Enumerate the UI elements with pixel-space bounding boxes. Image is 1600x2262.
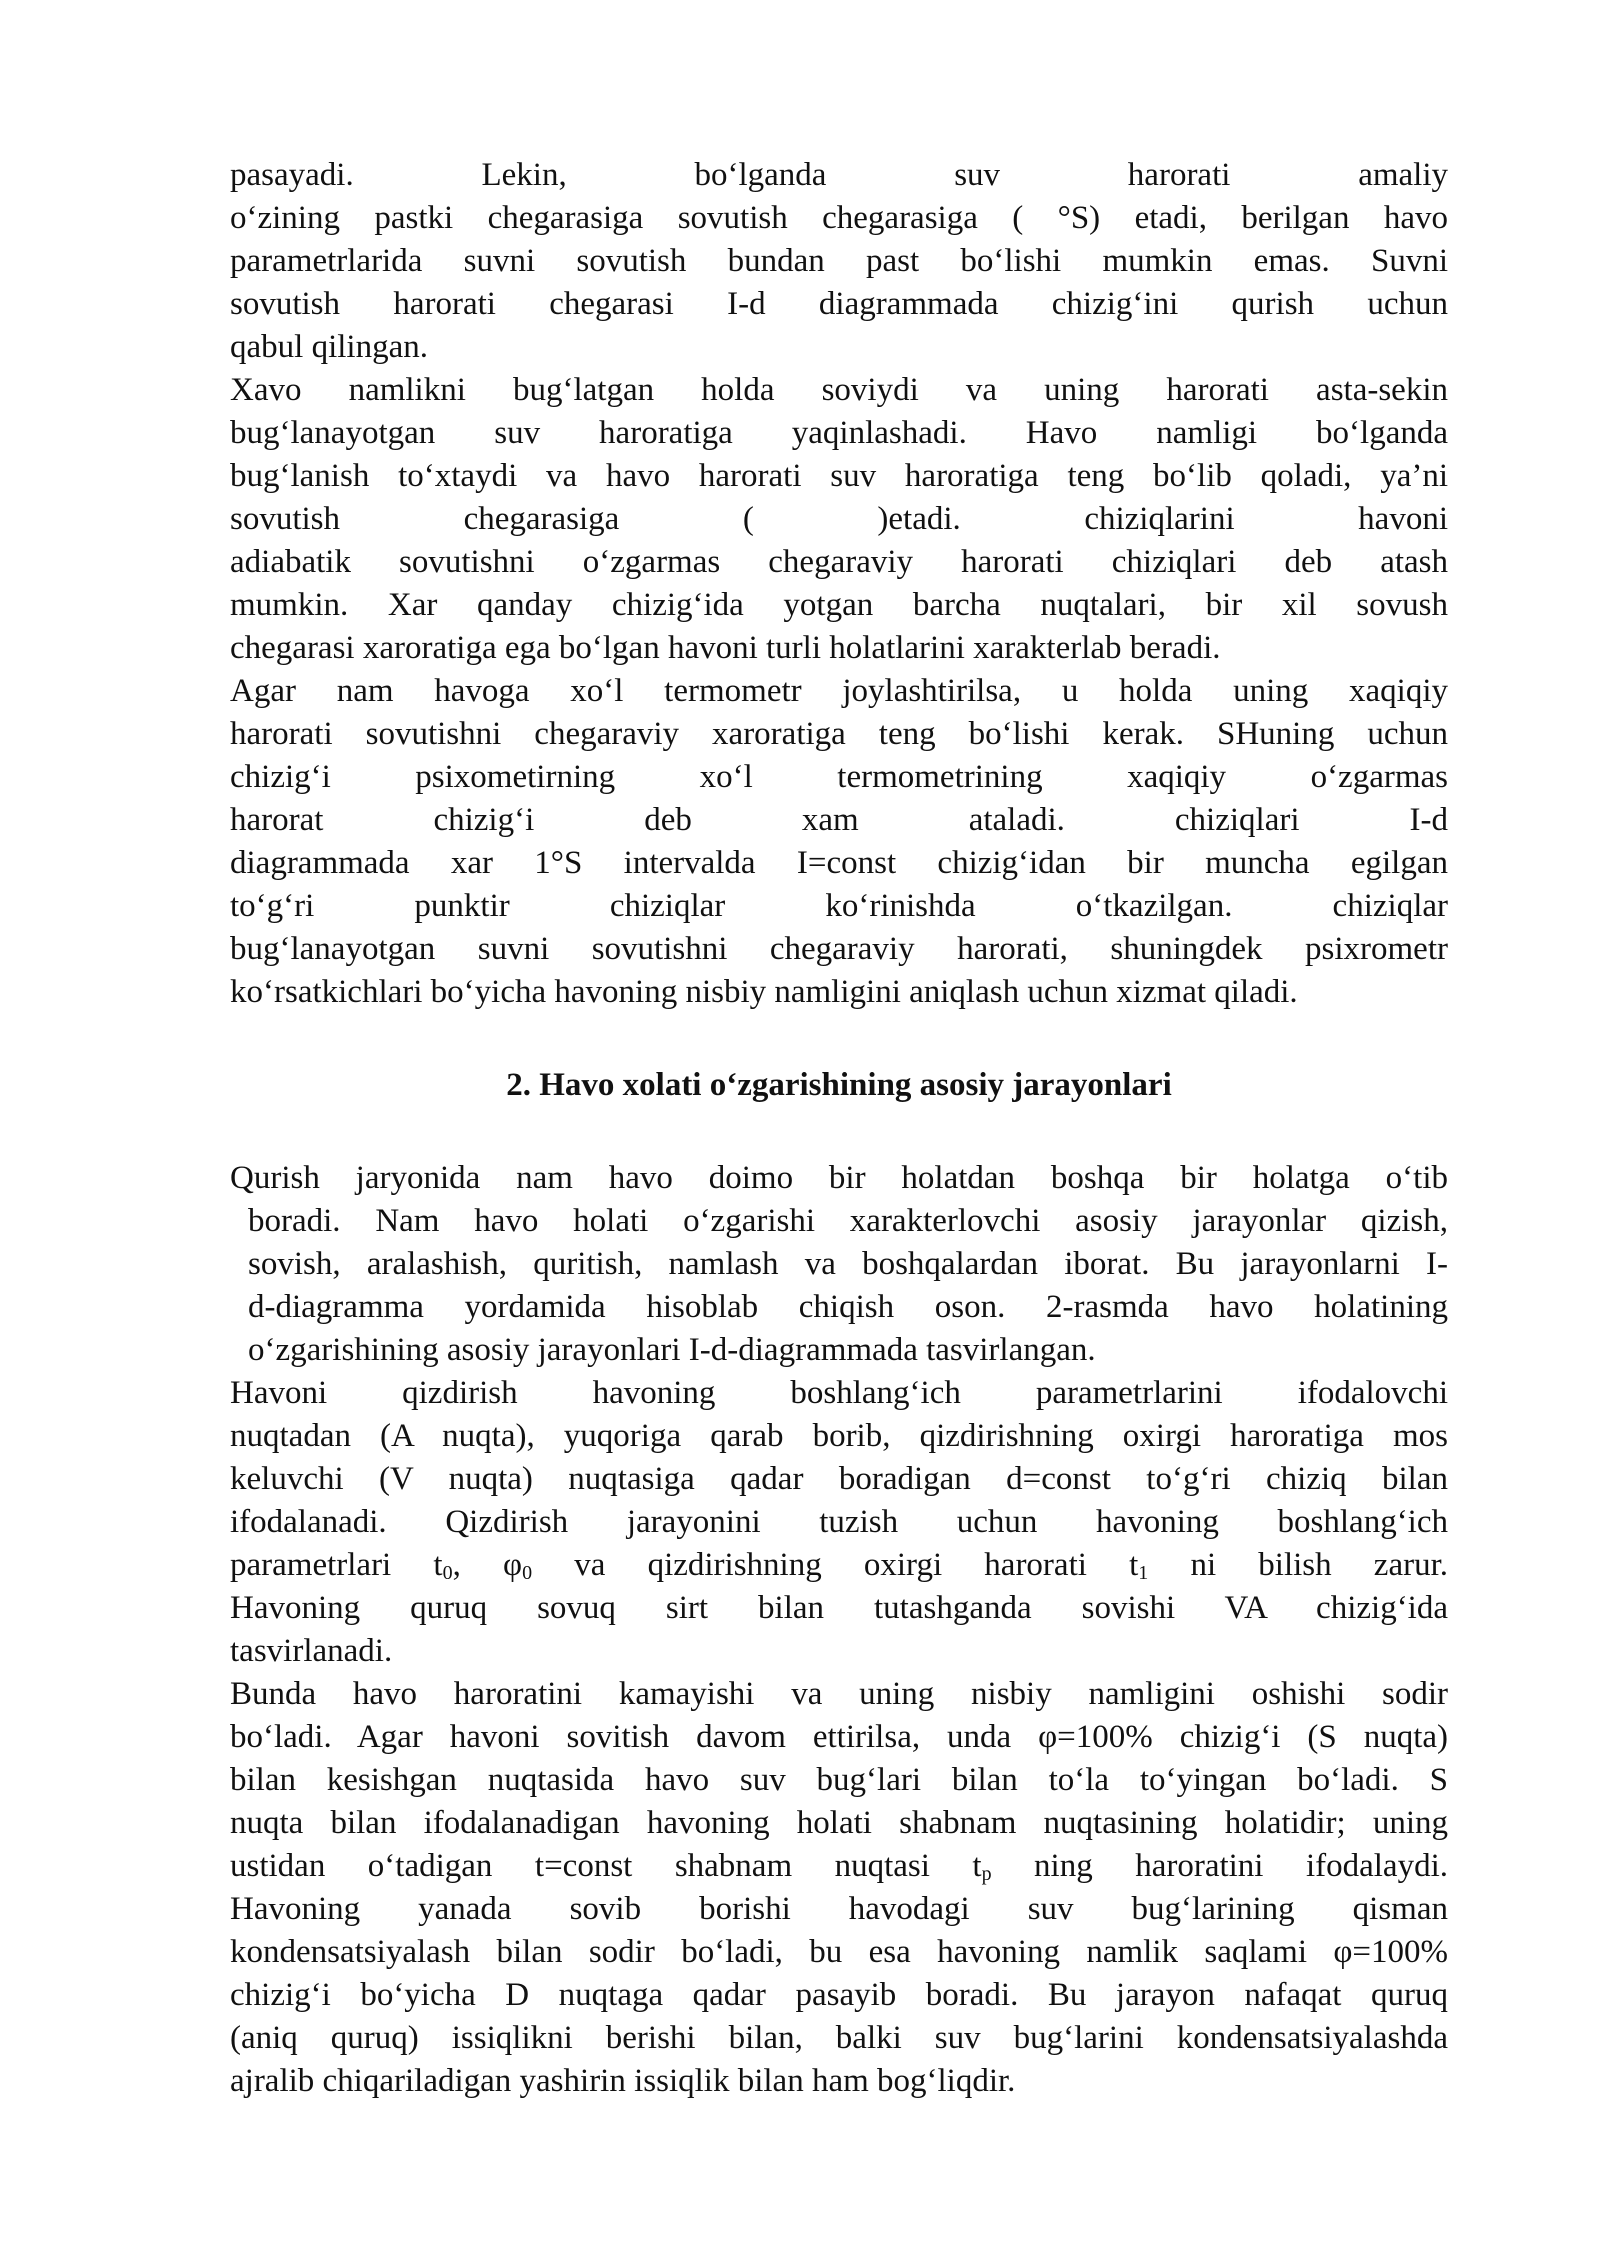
text-line: chizig‘i bo‘yicha D nuqtaga qadar pasayib boradi. Bu jarayon nafaqat quruq [230, 1977, 1448, 2013]
text-line: sovutish chegarasiga ( )etadi. chiziqlarini havoni [230, 501, 1448, 537]
params-line: parametrlari $t_0$, $\varphi_0$ va qizdirishning oxirgi harorati $t_1$ ni bilish zarur. [230, 1547, 1448, 1584]
text-line: pasayadi. Lekin, bo‘lganda suv harorati amaliy [230, 157, 1448, 193]
dew-point-line: ustidan o‘tadigan t=const shabnam nuqtasi $t_p$ ning haroratini ifodalaydi. [230, 1848, 1448, 1885]
text-line: diagrammada xar 1°S intervalda I=const chizig‘idan bir muncha egilgan [230, 845, 1448, 881]
text-line: bug‘lanayotgan suv haroratiga yaqinlashadi. Havo namligi bo‘lganda [230, 415, 1448, 451]
text-line: d-diagramma yordamida hisoblab chiqish oson. 2-rasmda havo holatining [248, 1289, 1448, 1325]
text-line: nuqtadan (A nuqta), yuqoriga qarab borib, qizdirishning oxirgi haroratiga mos [230, 1418, 1448, 1454]
text-line: bilan kesishgan nuqtasida havo suv bug‘lari bilan to‘la to‘yingan bo‘ladi. S [230, 1762, 1448, 1798]
section-heading: 2. Havo xolati o‘zgarishining asosiy jarayonlari [506, 1067, 1172, 1103]
text-line: Xavo namlikni bug‘latgan holda soviydi va uning harorati asta-sekin [230, 372, 1448, 408]
text-line: Havoning quruq sovuq sirt bilan tutashganda sovishi VA chizig‘ida [230, 1590, 1448, 1626]
text-line: ajralib chiqariladigan yashirin issiqlik bilan ham bog‘liqdir. [230, 2063, 1016, 2099]
text-line: o‘zgarishining asosiy jarayonlari I-d-diagrammada tasvirlangan. [248, 1332, 1096, 1368]
text-line: Havoning yanada sovib borishi havodagi suv bug‘larining qisman [230, 1891, 1448, 1927]
text-line: tasvirlanadi. [230, 1633, 393, 1669]
text-line: chegarasi xaroratiga ega bo‘lgan havoni turli holatlarini xarakterlab beradi. [230, 630, 1221, 666]
text-line: mumkin. Xar qanday chizig‘ida yotgan barcha nuqtalari, bir xil sovush [230, 587, 1448, 623]
text-line: sovutish harorati chegarasi I-d diagrammada chizig‘ini qurish uchun [230, 286, 1448, 322]
text-line: bo‘ladi. Agar havoni sovitish davom ettirilsa, unda φ=100% chizig‘i (S nuqta) [230, 1719, 1448, 1755]
text-line: o‘zining pastki chegarasiga sovutish chegarasiga ( °S) etadi, berilgan havo [230, 200, 1448, 236]
text-line: harorat chizig‘i deb xam ataladi. chiziqlari I-d [230, 802, 1448, 838]
text-line: ifodalanadi. Qizdirish jarayonini tuzish uchun havoning boshlang‘ich [230, 1504, 1448, 1540]
text-line: (aniq quruq) issiqlikni berishi bilan, balki suv bug‘larini kondensatsiyalashda [230, 2020, 1448, 2056]
text-line: qabul qilingan. [230, 329, 428, 365]
text-line: to‘g‘ri punktir chiziqlar ko‘rinishda o‘tkazilgan. chiziqlar [230, 888, 1448, 924]
text-line: sovish, aralashish, quritish, namlash va boshqalardan iborat. Bu jarayonlarni I- [248, 1246, 1448, 1282]
text-line: parametrlarida suvni sovutish bundan past bo‘lishi mumkin emas. Suvni [230, 243, 1448, 279]
text-line: kondensatsiyalash bilan sodir bo‘ladi, bu esa havoning namlik saqlami φ=100% [230, 1934, 1448, 1970]
text-line: bug‘lanayotgan suvni sovutishni chegaraviy harorati, shuningdek psixrometr [230, 931, 1448, 967]
text-line: Agar nam havoga xo‘l termometr joylashtirilsa, u holda uning xaqiqiy [230, 673, 1448, 709]
text-line: Bunda havo haroratini kamayishi va uning nisbiy namligini oshishi sodir [230, 1676, 1448, 1712]
text-line: nuqta bilan ifodalanadigan havoning holati shabnam nuqtasining holatidir; uning [230, 1805, 1448, 1841]
text-line: keluvchi (V nuqta) nuqtasiga qadar boradigan d=const to‘g‘ri chiziq bilan [230, 1461, 1448, 1497]
text-line: Havoni qizdirish havoning boshlang‘ich parametrlarini ifodalovchi [230, 1375, 1448, 1411]
text-line: chizig‘i psixometirning xo‘l termometrining xaqiqiy o‘zgarmas [230, 759, 1448, 795]
text-line: Qurish jaryonida nam havo doimo bir holatdan boshqa bir holatga o‘tib [230, 1160, 1448, 1196]
text-line: boradi. Nam havo holati o‘zgarishi xarakterlovchi asosiy jarayonlar qizish, [248, 1203, 1448, 1239]
text-line: ko‘rsatkichlari bo‘yicha havoning nisbiy namligini aniqlash uchun xizmat qiladi. [230, 974, 1298, 1010]
text-line: adiabatik sovutishni o‘zgarmas chegaraviy harorati chiziqlari deb atash [230, 544, 1448, 580]
text-line: bug‘lanish to‘xtaydi va havo harorati suv haroratiga teng bo‘lib qoladi, ya’ni [230, 458, 1448, 494]
text-line: harorati sovutishni chegaraviy xaroratiga teng bo‘lishi kerak. SHuning uchun [230, 716, 1448, 752]
